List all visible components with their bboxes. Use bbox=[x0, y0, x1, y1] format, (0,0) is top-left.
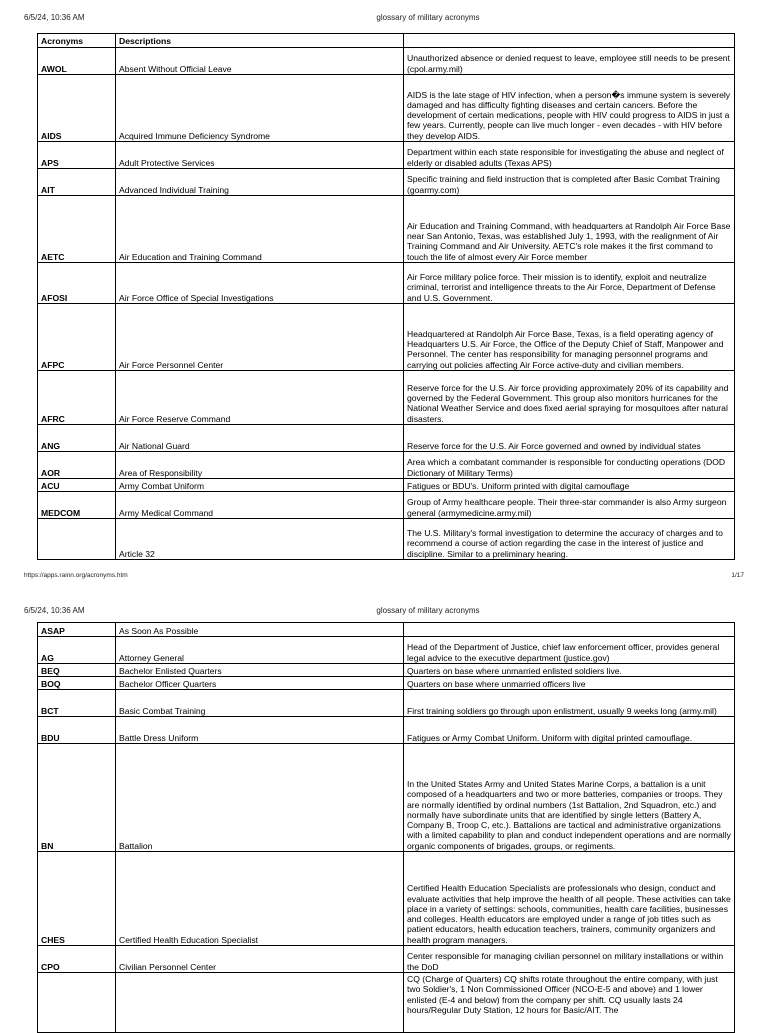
description-cell: Area which a combatant commander is responsible for conducting operations (DOD Dictionary of Military Terms) bbox=[404, 452, 735, 479]
name-cell: Adult Protective Services bbox=[116, 142, 404, 169]
description-cell: Reserve force for the U.S. Air force providing approximately 20% of its capability and governed by the Federal Government. This group also monitors hurricanes for the National Weather Service and does fixed aerial spraying for mosquitoes after natural disasters. bbox=[404, 371, 735, 425]
description-cell bbox=[404, 623, 735, 637]
description-cell: Quarters on base where unmarried enlisted soldiers live. bbox=[404, 664, 735, 677]
description-cell: AIDS is the late stage of HIV infection, when a person�s immune system is severely damaged and has difficulty fighting diseases and certain cancers. Before the development of certain medications, people with HIV could progress to AIDS in just a few years. Currently, people can live much longer - even decades - with HIV before they develop AIDS. bbox=[404, 75, 735, 142]
name-cell: Air National Guard bbox=[116, 425, 404, 452]
table-row bbox=[38, 946, 735, 973]
description-cell: In the United States Army and United States Marine Corps, a battalion is a unit composed of a headquarters and two or more batteries, companies or troops. They are normally identified by ordinal numbers (1st Battalion, 2nd Squadron, etc.) and normally have subordinate units that are identified by single letters (Battery A, Company B, Troop C, etc.). Battalions are tactical and administrative organizations with a limited capability to plan and conduct independent operations and are normally organic components of brigades, groups, or regiments. bbox=[404, 744, 735, 852]
description-cell: Certified Health Education Specialists are professionals who design, conduct and evaluate activities that help improve the health of all people. These activities can take place in a variety of settings: schools, communities, health care facilities, businesses and colleges. Health educators are employed under a range of job titles such as patient educators, health education teachers, trainers, community organizers and health program managers. bbox=[404, 852, 735, 946]
acronym-cell: AFOSI bbox=[38, 263, 116, 304]
acronym-cell: AWOL bbox=[38, 48, 116, 75]
table-row bbox=[38, 690, 735, 717]
acronym-cell: BDU bbox=[38, 717, 116, 744]
name-cell: Area of Responsibility bbox=[116, 452, 404, 479]
name-cell: Attorney General bbox=[116, 637, 404, 664]
description-cell: Headquartered at Randolph Air Force Base, Texas, is a field operating agency of Headquarters U.S. Air Force, the Office of the Deputy Chief of Staff, Manpower and Personnel. The center has responsibility for managing personnel programs and carrying out policies affecting Air Force active-duty and civilian members. bbox=[404, 304, 735, 371]
name-cell: Bachelor Officer Quarters bbox=[116, 677, 404, 690]
acronym-cell: AETC bbox=[38, 196, 116, 263]
table-row bbox=[38, 852, 735, 946]
name-cell: Bachelor Enlisted Quarters bbox=[116, 664, 404, 677]
acronym-cell: AIT bbox=[38, 169, 116, 196]
description-cell: Quarters on base where unmarried officers live bbox=[404, 677, 735, 690]
name-cell: Army Medical Command bbox=[116, 492, 404, 519]
name-cell: Civilian Personnel Center bbox=[116, 946, 404, 973]
print-date: 6/5/24, 10:36 AM bbox=[24, 606, 85, 615]
description-cell: Group of Army healthcare people. Their three-star commander is also Army surgeon general (armymedicine.army.mil) bbox=[404, 492, 735, 519]
description-cell: Fatigues or Army Combat Uniform. Uniform with digital printed camouflage. bbox=[404, 717, 735, 744]
table-row bbox=[38, 637, 735, 664]
acronym-cell: AOR bbox=[38, 452, 116, 479]
acronym-cell: AFPC bbox=[38, 304, 116, 371]
name-cell: Air Force Reserve Command bbox=[116, 371, 404, 425]
description-cell: Head of the Department of Justice, chief law enforcement officer, provides general legal advice to the executive department (justice.gov) bbox=[404, 637, 735, 664]
name-cell: Article 32 bbox=[116, 519, 404, 560]
description-cell: Air Force military police force. Their mission is to identify, exploit and neutralize criminal, terrorist and intelligence threats to the Air Force, Department of Defense and U.S. Government. bbox=[404, 263, 735, 304]
description-cell: Specific training and field instruction that is completed after Basic Combat Training (goarmy.com) bbox=[404, 169, 735, 196]
acronym-cell: APS bbox=[38, 142, 116, 169]
acronym-cell: AFRC bbox=[38, 371, 116, 425]
name-cell: Acquired Immune Deficiency Syndrome bbox=[116, 75, 404, 142]
table-row bbox=[38, 664, 735, 677]
print-header bbox=[0, 606, 768, 618]
name-cell: Absent Without Official Leave bbox=[116, 48, 404, 75]
print-title: glossary of military acronyms bbox=[376, 606, 480, 615]
acronym-cell: MEDCOM bbox=[38, 492, 116, 519]
name-cell: Advanced Individual Training bbox=[116, 169, 404, 196]
name-cell: Battalion bbox=[116, 744, 404, 852]
column-header-descriptions: Descriptions bbox=[116, 34, 404, 48]
description-cell: Unauthorized absence or denied request to leave, employee still needs to be present (cpol.army.mil) bbox=[404, 48, 735, 75]
acronym-cell: ASAP bbox=[38, 623, 116, 637]
table-row bbox=[38, 744, 735, 852]
name-cell: Basic Combat Training bbox=[116, 690, 404, 717]
acronym-cell: ACU bbox=[38, 479, 116, 492]
description-cell: CQ (Charge of Quarters) CQ shifts rotate throughout the entire company, with just two Soldier's, 1 Non Commissioned Officer (NCO-E-5 and above) and 1 lower enlisted (E-4 and below) from the company per shift. CQ usually lasts 24 hours/Regular Duty Station, 12 hours for Basic/AIT. The bbox=[404, 973, 735, 1033]
name-cell: Army Combat Uniform bbox=[116, 479, 404, 492]
acronym-cell: ANG bbox=[38, 425, 116, 452]
name-cell: Air Force Personnel Center bbox=[116, 304, 404, 371]
acronym-cell: BOQ bbox=[38, 677, 116, 690]
description-cell: Center responsible for managing civilian personnel on military installations or within the DoD bbox=[404, 946, 735, 973]
description-cell: Air Education and Training Command, with headquarters at Randolph Air Force Base near San Antonio, Texas, was established July 1, 1993, with the realignment of Air Training Command and Air University. AETC's role makes it the first command to touch the life of almost every Air Force member bbox=[404, 196, 735, 263]
name-cell: Air Force Office of Special Investigations bbox=[116, 263, 404, 304]
description-cell: The U.S. Military's formal investigation to determine the accuracy of charges and to recommend a course of action regarding the case in the interest of justice and discipline. Similar to a preliminary hearing. bbox=[404, 519, 735, 560]
acronym-cell: AG bbox=[38, 637, 116, 664]
print-title: glossary of military acronyms bbox=[376, 13, 480, 22]
acronym-cell: BN bbox=[38, 744, 116, 852]
print-date: 6/5/24, 10:36 AM bbox=[24, 13, 85, 22]
column-header-acronyms: Acronyms bbox=[38, 34, 116, 48]
name-cell: Certified Health Education Specialist bbox=[116, 852, 404, 946]
description-cell: Reserve force for the U.S. Air Force governed and owned by individual states bbox=[404, 425, 735, 452]
description-cell: Fatigues or BDU's. Uniform printed with digital camouflage bbox=[404, 479, 735, 492]
table-row bbox=[38, 677, 735, 690]
name-cell: As Soon As Possible bbox=[116, 623, 404, 637]
acronym-cell: BEQ bbox=[38, 664, 116, 677]
acronym-cell: CPO bbox=[38, 946, 116, 973]
description-cell: Department within each state responsible for investigating the abuse and neglect of elderly or disabled adults (Texas APS) bbox=[404, 142, 735, 169]
acronym-cell: BCT bbox=[38, 690, 116, 717]
page-number: 1/17 bbox=[731, 572, 744, 579]
acronym-cell: AIDS bbox=[38, 75, 116, 142]
table-row bbox=[38, 717, 735, 744]
description-cell: First training soldiers go through upon enlistment, usually 9 weeks long (army.mil) bbox=[404, 690, 735, 717]
name-cell: Air Education and Training Command bbox=[116, 196, 404, 263]
acronym-cell: CHES bbox=[38, 852, 116, 946]
table-row bbox=[38, 623, 735, 637]
name-cell: Battle Dress Uniform bbox=[116, 717, 404, 744]
glossary-table-page-2 bbox=[37, 622, 735, 1033]
footer-url[interactable]: https://apps.rainn.org/acronyms.htm bbox=[24, 572, 128, 579]
